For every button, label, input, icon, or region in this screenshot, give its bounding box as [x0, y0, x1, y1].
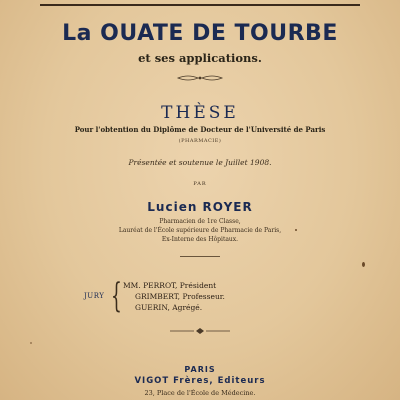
imprint-city: PARIS: [184, 365, 216, 374]
brace-icon: {: [111, 276, 122, 316]
ornament-icon: [176, 73, 224, 83]
jury-label: JURY: [84, 292, 105, 300]
foxing-spot: [362, 262, 365, 267]
jury-member: GUERIN, Agrégé.: [135, 303, 203, 312]
foxing-spot: [30, 342, 32, 344]
imprint-publisher: VIGOT Frères, Editeurs: [134, 376, 266, 386]
book-title: La OUATE DE TOURBE: [62, 21, 338, 46]
divider-ornament-icon: [168, 327, 232, 335]
book-subtitle: et ses applications.: [138, 51, 262, 65]
imprint-address: 23, Place de l'École de Médecine.: [144, 389, 256, 397]
foxing-spot: [295, 229, 297, 231]
presentation-date: Présentée et soutenue le Juillet 1908.: [128, 158, 272, 167]
par-label: PAR: [193, 181, 207, 187]
divider: [180, 256, 220, 257]
author-credential: Ex-Interne des Hôpitaux.: [161, 236, 239, 243]
jury-member: GRIMBERT, Professeur.: [135, 292, 225, 301]
these-heading: THÈSE: [161, 103, 239, 123]
jury-member: MM. PERROT, Président: [123, 281, 217, 290]
author-credential: Lauréat de l'École supérieure de Pharmacie de Paris,: [118, 227, 282, 234]
top-rule: [40, 4, 360, 6]
author-credential: Pharmacien de 1re Classe,: [159, 218, 241, 225]
thesis-purpose: Pour l'obtention du Diplôme de Docteur de l'Université de Paris: [74, 125, 326, 134]
author-name: Lucien ROYER: [147, 200, 253, 214]
faculty-label: (PHARMACIE): [178, 138, 222, 144]
